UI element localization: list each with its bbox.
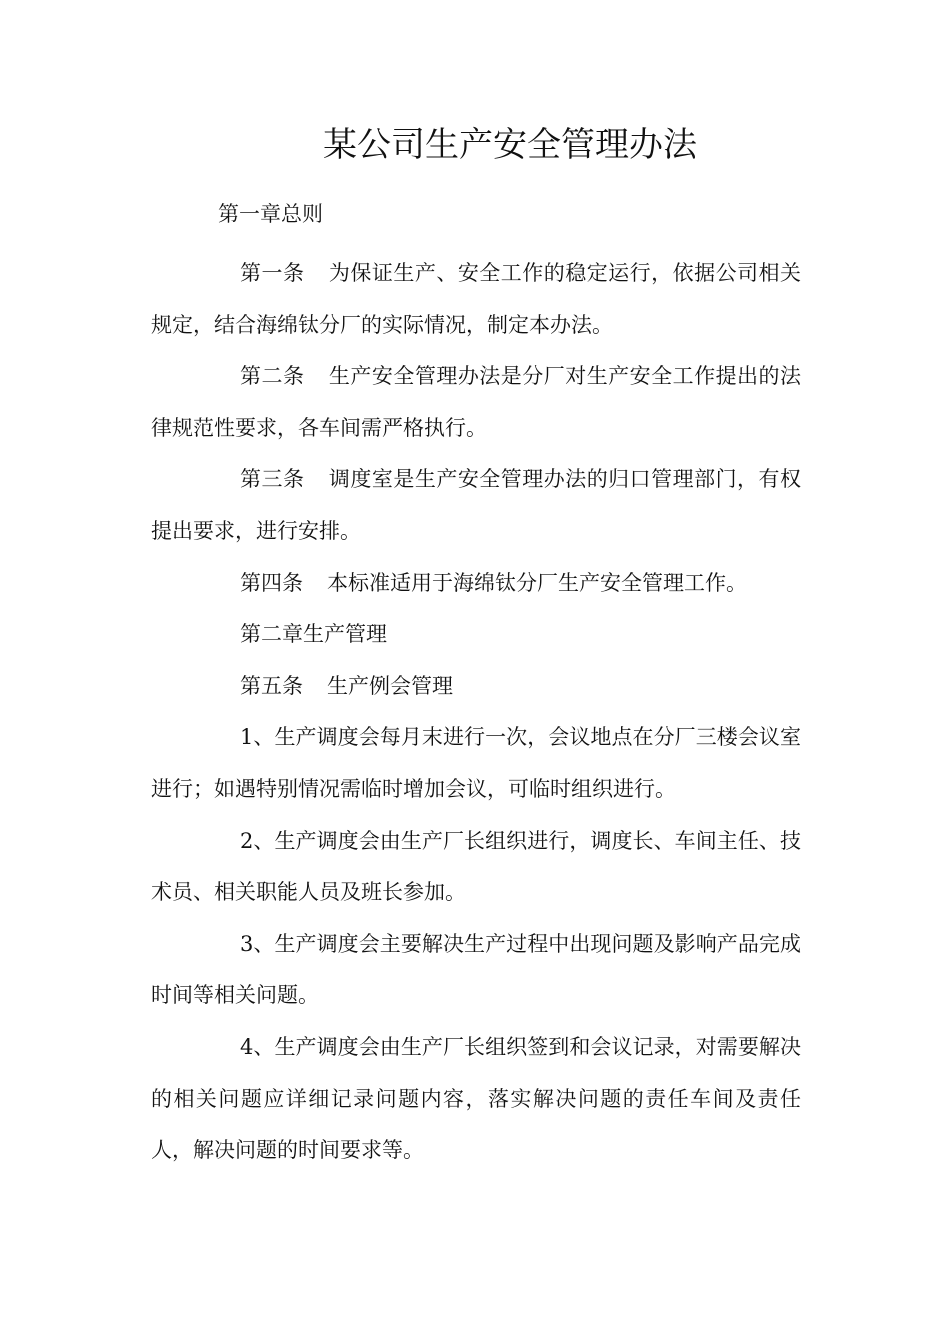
article-1-label: 第一条 (240, 261, 305, 285)
item-2 (151, 816, 801, 919)
chapter-2-heading (151, 609, 801, 661)
article-1 (151, 248, 801, 351)
article-5-text: 生产例会管理 (327, 673, 453, 698)
chapter-2-heading-text: 第二章生产管理 (240, 622, 387, 647)
article-5-label: 第五条 (240, 673, 303, 698)
article-1-text: 为保证生产、安全工作的稳定运行，依据公司相关规定，结合海绵钛分厂的实际情况，制定本办法。 (151, 261, 802, 337)
item-1 (151, 712, 801, 815)
chapter-1-heading: 第一章总则 (218, 202, 323, 226)
item-1-text: 1、生产调度会每月末进行一次，会议地点在分厂三楼会议室进行；如遇特别情况需临时增加会议，可临时组织进行。 (151, 725, 801, 801)
document-body (151, 248, 801, 1177)
article-3-text: 调度室是生产安全管理办法的归口管理部门，有权提出要求，进行安排。 (151, 467, 802, 543)
article-5 (151, 661, 801, 713)
item-3-text: 3、生产调度会主要解决生产过程中出现问题及影响产品完成时间等相关问题。 (151, 931, 801, 1008)
article-4-label: 第四条 (240, 570, 303, 595)
item-2-text: 2、生产调度会由生产厂长组织进行，调度长、车间主任、技术员、相关职能人员及班长参加。 (151, 828, 801, 905)
article-2-text: 生产安全管理办法是分厂对生产安全工作提出的法律规范性要求，各车间需严格执行。 (151, 364, 802, 440)
item-4-text: 4、生产调度会由生产厂长组织签到和会议记录，对需要解决的相关问题应详细记录问题内容，落实解决问题的责任车间及责任人，解决问题的时间要求等。 (151, 1034, 801, 1163)
item-3 (151, 919, 801, 1022)
document-title: 某公司生产安全管理办法 (323, 125, 697, 165)
article-3 (151, 454, 801, 557)
article-2-label: 第二条 (240, 364, 305, 389)
item-4 (151, 1022, 801, 1177)
article-2 (151, 351, 801, 454)
article-3-label: 第三条 (240, 467, 305, 492)
article-4-text: 本标准适用于海绵钛分厂生产安全管理工作。 (327, 570, 747, 595)
article-4 (151, 558, 801, 610)
